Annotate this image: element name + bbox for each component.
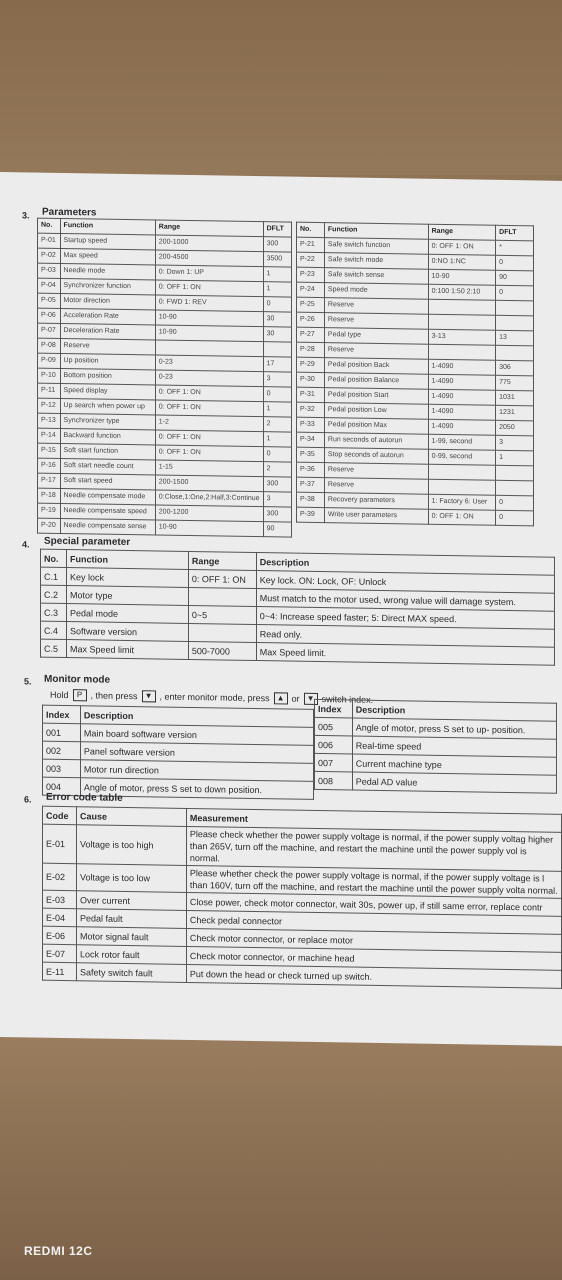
table-row: [297, 507, 534, 526]
column-header: DFLT: [263, 222, 291, 237]
special-range: 500-7000: [188, 641, 256, 660]
param-default: [263, 342, 291, 357]
param-function: Max speed: [60, 248, 155, 264]
down-key-icon: ▼: [304, 693, 318, 705]
param-range: 1: Factory 6: User: [428, 494, 496, 510]
param-no: P-08: [38, 338, 61, 353]
param-range: 1-2: [155, 415, 263, 432]
param-function: Pedal position Balance: [324, 373, 428, 390]
param-default: 13: [496, 330, 534, 346]
error-cause: Voltage is too low: [76, 864, 186, 893]
column-header: Function: [60, 218, 155, 234]
param-range: 3-13: [428, 329, 496, 345]
param-function: Synchronizer function: [60, 278, 155, 294]
param-no: P-32: [297, 402, 325, 417]
instruction-text: or: [291, 693, 300, 704]
special-description: Must match to the motor used, wrong value will damage system.: [256, 589, 554, 612]
param-function: Speed display: [60, 383, 155, 399]
special-description: 0~4: Increase speed faster; 5: Direct MAX speed.: [256, 607, 554, 630]
param-default: 3: [263, 372, 291, 387]
param-function: Reserve: [60, 338, 155, 354]
param-no: P-13: [38, 413, 61, 428]
param-range: [428, 464, 496, 480]
param-range: 0:Close,1:One,2:Half,3:Continue: [155, 490, 263, 507]
param-default: 306: [496, 360, 534, 376]
param-no: P-28: [297, 342, 325, 357]
param-range: 10-90: [155, 310, 263, 327]
param-no: P-31: [297, 387, 325, 402]
param-no: P-27: [297, 327, 325, 342]
param-range: 0: OFF 1: ON: [155, 385, 263, 402]
error-measurement: Check motor connector, or replace motor: [186, 928, 561, 952]
param-default: 17: [263, 357, 291, 372]
param-function: Pedal position Max: [324, 418, 428, 435]
error-cause: Lock rotor fault: [76, 945, 186, 965]
special-range: [188, 623, 256, 642]
param-range: 0: Down 1: UP: [155, 265, 263, 282]
error-measurement: Check pedal connector: [186, 910, 561, 934]
param-no: P-20: [38, 518, 61, 533]
monitor-index: 001: [43, 723, 81, 742]
param-range: [428, 314, 496, 330]
column-header: Description: [256, 553, 554, 576]
param-default: 1: [263, 432, 291, 447]
column-header: Function: [66, 550, 188, 570]
table-row: [38, 518, 292, 537]
special-function: Key lock: [66, 568, 188, 588]
column-header: Range: [155, 220, 263, 237]
param-no: P-17: [38, 473, 61, 488]
param-range: 1-15: [155, 460, 263, 477]
param-range: 0:100 1:50 2:10: [428, 284, 496, 300]
param-default: 30: [263, 327, 291, 342]
param-range: 0-99, second: [428, 449, 496, 465]
column-header: No.: [38, 218, 61, 233]
instruction-text: , enter monitor mode, press: [159, 691, 270, 704]
error-code: E-01: [43, 824, 77, 864]
error-code: E-04: [43, 908, 77, 927]
param-default: [496, 465, 534, 481]
param-no: P-34: [297, 432, 325, 447]
param-range: 0: OFF 1: ON: [155, 400, 263, 417]
special-no: C.3: [41, 603, 67, 621]
error-code: E-07: [43, 944, 77, 963]
monitor-index: 003: [43, 759, 81, 778]
error-measurement: Please whether check the power supply voltage is normal, if the power supply voltage is l than 160V, turn off the machine, and restart the machine until the power supply volta normal.: [186, 865, 561, 898]
param-range: 1-4090: [428, 404, 496, 420]
error-code: E-11: [43, 962, 77, 981]
param-default: 1231: [496, 405, 534, 421]
param-no: P-33: [297, 417, 325, 432]
error-cause: Motor signal fault: [76, 927, 186, 947]
monitor-index: 004: [43, 777, 81, 796]
background-surface: [0, 0, 562, 175]
param-function: Synchronizer type: [60, 413, 155, 429]
param-default: 2: [263, 462, 291, 477]
param-default: 775: [496, 375, 534, 391]
param-range: 0:NO 1:NC: [428, 254, 496, 270]
param-default: 0: [496, 285, 534, 301]
param-range: 0: FWD 1: REV: [155, 295, 263, 312]
param-default: *: [496, 240, 534, 256]
special-function: Software version: [66, 622, 188, 642]
param-default: 300: [263, 477, 291, 492]
special-description: Read only.: [256, 625, 554, 648]
param-range: 200-1000: [155, 235, 263, 252]
param-range: 0: OFF 1: ON: [428, 239, 496, 255]
column-header: Range: [188, 551, 256, 570]
param-function: Needle compensate speed: [60, 503, 155, 519]
section-title-errors: Error code table: [46, 791, 123, 804]
param-function: Reserve: [324, 478, 428, 495]
column-header: Code: [43, 806, 77, 825]
error-measurement: Close power, check motor connector, wait 30s, power up, if still same error, replace contr: [186, 892, 561, 916]
param-function: Pedal position Start: [324, 388, 428, 405]
param-default: 300: [263, 237, 291, 252]
special-range: 0: OFF 1: ON: [188, 569, 256, 588]
column-header: Range: [428, 224, 496, 240]
param-default: 30: [263, 312, 291, 327]
column-header: No.: [41, 549, 67, 567]
instruction-text: , then press: [90, 690, 138, 702]
special-function: Pedal mode: [66, 604, 188, 624]
param-range: 10-90: [155, 520, 263, 537]
param-function: Stop seconds of autorun: [324, 448, 428, 465]
param-function: Recovery parameters: [324, 493, 428, 510]
special-function: Motor type: [66, 586, 188, 606]
special-range: 0~5: [188, 605, 256, 624]
param-no: P-22: [297, 252, 325, 267]
monitor-index: 005: [315, 717, 353, 736]
param-no: P-30: [297, 372, 325, 387]
param-function: Startup speed: [60, 233, 155, 249]
param-no: P-35: [297, 447, 325, 462]
instruction-text: Hold: [50, 689, 69, 701]
param-default: [496, 300, 534, 316]
param-default: 3500: [263, 252, 291, 267]
monitor-index: 002: [43, 741, 81, 760]
param-function: Up position: [60, 353, 155, 369]
param-function: Write user parameters: [324, 508, 428, 525]
param-no: P-23: [297, 267, 325, 282]
param-range: 0: OFF 1: ON: [155, 430, 263, 447]
param-no: P-25: [297, 297, 325, 312]
param-default: 0: [496, 495, 534, 511]
section-title-parameters: Parameters: [42, 206, 97, 219]
param-range: 0: OFF 1: ON: [155, 280, 263, 297]
param-range: 1-99, second: [428, 434, 496, 450]
param-function: Motor direction: [60, 293, 155, 309]
column-header: Measurement: [186, 808, 561, 832]
param-range: 200-1200: [155, 505, 263, 522]
param-function: Safe switch function: [324, 238, 428, 255]
param-range: 200-1500: [155, 475, 263, 492]
column-header: Function: [324, 223, 428, 240]
error-cause: Pedal fault: [76, 909, 186, 929]
param-no: P-01: [38, 233, 61, 248]
monitor-index: 006: [315, 735, 353, 754]
special-no: C.1: [41, 567, 67, 585]
param-function: Safe switch sense: [324, 268, 428, 285]
param-no: P-05: [38, 293, 61, 308]
up-key-icon: ▲: [274, 692, 288, 704]
param-no: P-16: [38, 458, 61, 473]
param-range: [155, 340, 263, 357]
error-cause: Safety switch fault: [76, 963, 186, 983]
param-no: P-21: [297, 237, 325, 252]
section-title-monitor: Monitor mode: [44, 673, 111, 686]
error-code-table: [42, 806, 562, 989]
section-number: 4.: [22, 539, 30, 550]
param-no: P-36: [297, 462, 325, 477]
param-range: 1-4090: [428, 419, 496, 435]
error-measurement: Check motor connector, or machine head: [186, 946, 561, 970]
param-no: P-02: [38, 248, 61, 263]
param-function: Soft start speed: [60, 473, 155, 489]
camera-watermark: REDMI 12C: [24, 1244, 93, 1258]
param-range: 10-90: [155, 325, 263, 342]
param-no: P-09: [38, 353, 61, 368]
param-default: [496, 480, 534, 496]
param-function: Needle compensate sense: [60, 518, 155, 534]
param-default: 90: [263, 522, 291, 537]
param-no: P-11: [38, 383, 61, 398]
column-header: Description: [80, 706, 313, 728]
param-no: P-15: [38, 443, 61, 458]
param-default: 0: [496, 255, 534, 271]
param-range: 200-4500: [155, 250, 263, 267]
param-default: 90: [496, 270, 534, 286]
param-default: 0: [496, 510, 534, 526]
error-code: E-06: [43, 926, 77, 945]
special-range: [188, 587, 256, 606]
monitor-index: 007: [315, 753, 353, 772]
error-cause: Over current: [76, 891, 186, 911]
table-row: [315, 771, 557, 793]
section-number: 6.: [24, 794, 32, 805]
param-range: 10-90: [428, 269, 496, 285]
param-default: [496, 315, 534, 331]
special-description: Max Speed limit.: [256, 643, 554, 666]
section-number: 3.: [22, 210, 30, 221]
param-function: Needle mode: [60, 263, 155, 279]
monitor-description: Current machine type: [352, 754, 556, 775]
column-header: Index: [43, 705, 81, 724]
parameters-table-left: [37, 218, 292, 538]
param-function: Pedal position Low: [324, 403, 428, 420]
down-key-icon: ▼: [142, 690, 156, 702]
param-default: 1: [263, 402, 291, 417]
param-function: Acceleration Rate: [60, 308, 155, 324]
param-no: P-14: [38, 428, 61, 443]
param-no: P-26: [297, 312, 325, 327]
param-no: P-19: [38, 503, 61, 518]
monitor-description: Motor run direction: [80, 760, 313, 782]
param-function: Pedal position Back: [324, 358, 428, 375]
param-range: [428, 479, 496, 495]
param-range: [428, 344, 496, 360]
param-no: P-10: [38, 368, 61, 383]
param-no: P-39: [297, 507, 325, 522]
param-function: Reserve: [324, 298, 428, 315]
param-range: [428, 299, 496, 315]
param-default: 1: [496, 450, 534, 466]
special-no: C.2: [41, 585, 67, 603]
param-no: P-12: [38, 398, 61, 413]
p-key-icon: P: [73, 689, 87, 701]
error-measurement: Put down the head or check turned up switch.: [186, 964, 561, 988]
param-function: Deceleration Rate: [60, 323, 155, 339]
param-function: Bottom position: [60, 368, 155, 384]
param-no: P-24: [297, 282, 325, 297]
param-default: 0: [263, 447, 291, 462]
param-default: 2050: [496, 420, 534, 436]
param-function: Run seconds of autorun: [324, 433, 428, 450]
section-title-special: Special parameter: [44, 535, 131, 549]
special-parameter-table: [40, 549, 555, 666]
param-no: P-03: [38, 263, 61, 278]
param-default: 0: [263, 387, 291, 402]
monitor-description: Real-time speed: [352, 736, 556, 757]
param-function: Soft start needle count: [60, 458, 155, 474]
special-no: C.4: [41, 621, 67, 639]
param-no: P-06: [38, 308, 61, 323]
monitor-description: Pedal AD value: [352, 772, 556, 793]
param-no: P-18: [38, 488, 61, 503]
section-number: 5.: [24, 676, 32, 687]
param-default: 1031: [496, 390, 534, 406]
param-default: 0: [263, 297, 291, 312]
param-range: 1-4090: [428, 359, 496, 375]
instruction-text: switch index.: [321, 694, 374, 705]
param-range: 0: OFF 1: ON: [155, 445, 263, 462]
param-no: P-29: [297, 357, 325, 372]
param-default: 3: [496, 435, 534, 451]
param-default: [496, 345, 534, 361]
param-range: 1-4090: [428, 374, 496, 390]
monitor-description: Angle of motor, press S set to up- position.: [352, 718, 556, 739]
param-range: 0: OFF 1: ON: [428, 509, 496, 525]
special-description: Key lock. ON: Lock, OF: Unlock: [256, 571, 554, 594]
param-no: P-07: [38, 323, 61, 338]
param-default: 300: [263, 507, 291, 522]
param-default: 3: [263, 492, 291, 507]
param-function: Soft start function: [60, 443, 155, 459]
param-default: 1: [263, 267, 291, 282]
param-no: P-37: [297, 477, 325, 492]
monitor-description: Angle of motor, press S set to down position.: [80, 778, 313, 800]
param-no: P-38: [297, 492, 325, 507]
param-function: Speed mode: [324, 283, 428, 300]
param-default: 1: [263, 282, 291, 297]
error-code: E-03: [43, 890, 77, 909]
monitor-table-left: [42, 705, 314, 800]
special-function: Max Speed limit: [66, 640, 188, 660]
column-header: Description: [352, 700, 556, 721]
column-header: DFLT: [496, 225, 534, 241]
param-function: Safe switch mode: [324, 253, 428, 270]
monitor-description: Panel software version: [80, 742, 313, 764]
param-range: 0-23: [155, 355, 263, 372]
monitor-index: 008: [315, 771, 353, 790]
column-header: Index: [315, 699, 353, 718]
param-function: Reserve: [324, 313, 428, 330]
param-function: Pedal type: [324, 328, 428, 345]
param-function: Reserve: [324, 463, 428, 480]
param-range: 1-4090: [428, 389, 496, 405]
manual-page: [0, 172, 562, 1046]
error-code: E-02: [43, 863, 77, 891]
param-no: P-04: [38, 278, 61, 293]
param-function: Reserve: [324, 343, 428, 360]
error-measurement: Please check whether the power supply voltage is normal, if the power supply voltag higher than 265V, turn off the machine, and restart the machine until the power supply vol is normal.: [186, 826, 561, 871]
parameters-table-right: [296, 222, 534, 527]
param-function: Backward function: [60, 428, 155, 444]
monitor-table-right: [314, 699, 557, 794]
column-header: No.: [297, 222, 325, 237]
special-no: C.5: [41, 639, 67, 657]
param-default: 2: [263, 417, 291, 432]
monitor-description: Main board software version: [80, 724, 313, 746]
param-function: Needle compensate mode: [60, 488, 155, 504]
param-function: Up search when power up: [60, 398, 155, 414]
param-range: 0-23: [155, 370, 263, 387]
column-header: Cause: [76, 807, 186, 827]
error-cause: Voltage is too high: [76, 825, 186, 866]
